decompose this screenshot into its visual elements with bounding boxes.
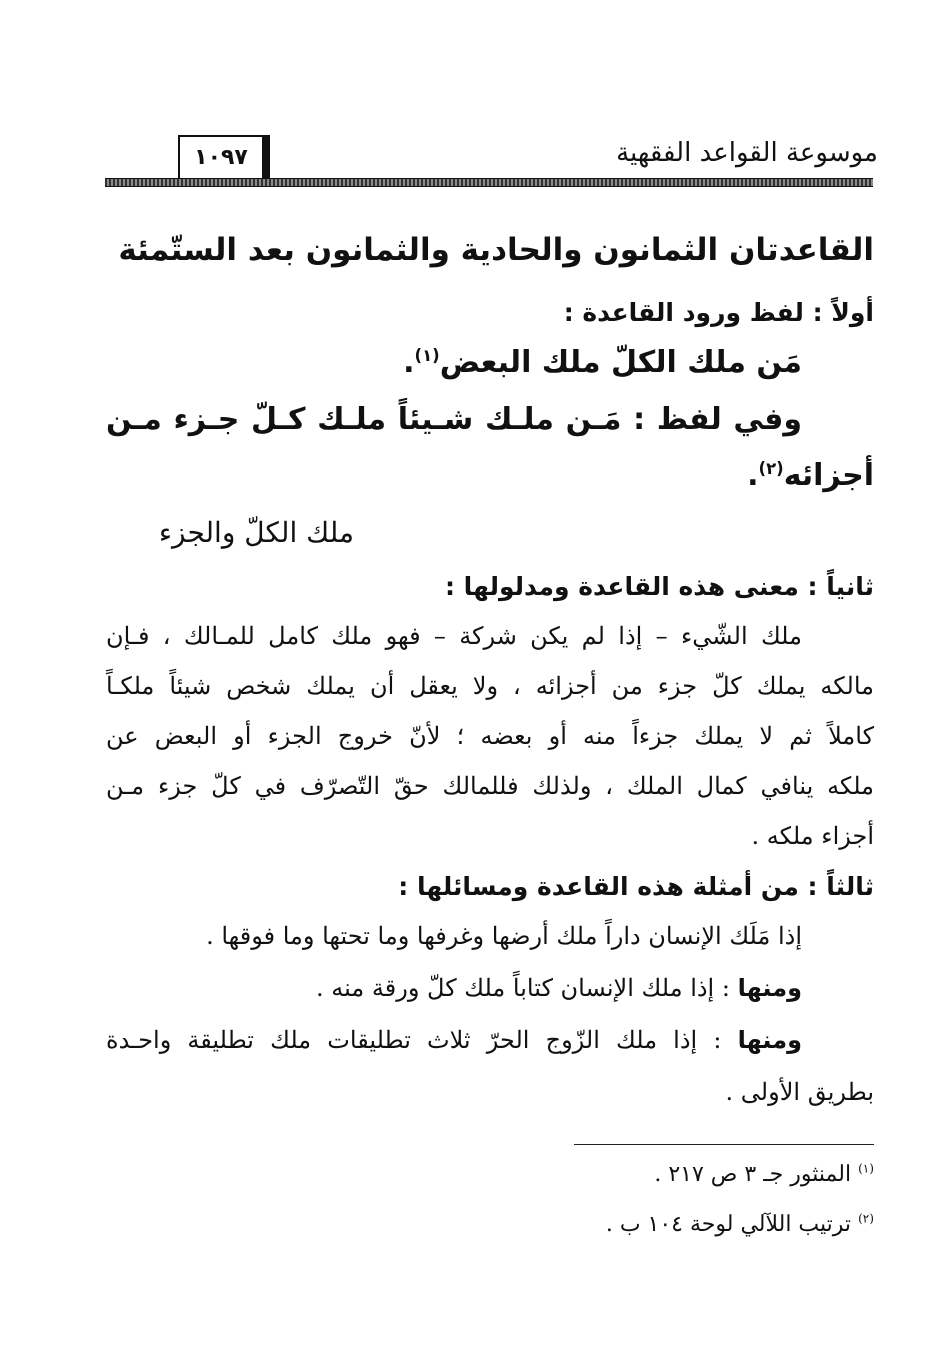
example-2 <box>316 974 802 1002</box>
section3-heading: ثالثاً : من أمثلة هذه القاعدة ومسائلها : <box>398 872 874 901</box>
footnote-marker: (١) <box>858 1161 874 1176</box>
footnote-ref-1: (١) <box>414 346 440 365</box>
running-title: موسوعة القواعد الفقهية <box>616 138 878 168</box>
footnote-text: ترتيب اللآلي لوحة ١٠٤ ب . <box>605 1212 852 1237</box>
example-3-label: ومنها <box>737 1026 802 1054</box>
footnote-marker: (٢) <box>858 1211 874 1226</box>
footnote-text: المنثور جـ ٣ ص ٢١٧ . <box>654 1162 852 1187</box>
section-title: القاعدتان الثمانون والحادية والثمانون بعد الستّمئة <box>118 232 874 268</box>
section2-line: أجزاء ملكه . <box>751 822 874 850</box>
rule2-period: . <box>747 458 759 493</box>
footnote-2 <box>606 1212 874 1237</box>
example-3 <box>106 1026 802 1054</box>
footnote-1 <box>654 1162 874 1187</box>
example-3-text: : إذا ملك الزّوج الحرّ ثلاث تطليقات ملك تطليقة واحـدة <box>106 1026 738 1054</box>
footnote-ref-2: (٢) <box>758 459 784 478</box>
example-3-line2: بطريق الأولى . <box>725 1078 874 1106</box>
page-number: ١٠٩٧ <box>178 135 270 181</box>
rule1-period: . <box>403 345 415 380</box>
example-2-label: ومنها <box>737 974 802 1002</box>
section2-line: ملكه ينافي كمال الملك ، ولذلك فللمالك حقّ التّصرّف في كلّ جزء مـن <box>106 772 874 800</box>
section2-heading: ثانياً : معنى هذه القاعدة ومدلولها : <box>444 572 874 601</box>
example-1: إذا مَلَك الإنسان داراً ملك أرضها وغرفها وما تحتها وما فوقها . <box>206 922 802 950</box>
header-rule <box>105 178 873 187</box>
section1-heading: أولاً : لفظ ورود القاعدة : <box>563 298 874 327</box>
rule2-line2 <box>747 458 874 493</box>
footnote-separator <box>574 1144 874 1145</box>
rule2-text: أجزائه <box>783 458 874 493</box>
section2-line: مالكه يملك كلّ جزء من أجزائه ، ولا يعقل أن يملك شخص شيئاً ملكـاً <box>106 672 874 700</box>
rule1-statement <box>403 345 802 380</box>
example-2-text: : إذا ملك الإنسان كتاباً ملك كلّ ورقة منه . <box>316 974 738 1002</box>
section2-line: كاملاً ثم لا يملك جزءاً منه أو بعضه ؛ لأنّ خروج الجزء أو البعض عن <box>106 722 874 750</box>
section2-line: ملك الشّيء – إذا لم يكن شركة – فهو ملك كامل للمـالك ، فـإن <box>106 622 802 650</box>
rule1-text: مَن ملك الكلّ ملك البعض <box>439 345 802 380</box>
handwritten-note: ملك الكلّ والجزء <box>158 516 354 549</box>
rule2-line1: وفي لفظ : مَـن ملـك شـيئاً ملـك كـلّ جـزء مـن <box>106 402 802 437</box>
